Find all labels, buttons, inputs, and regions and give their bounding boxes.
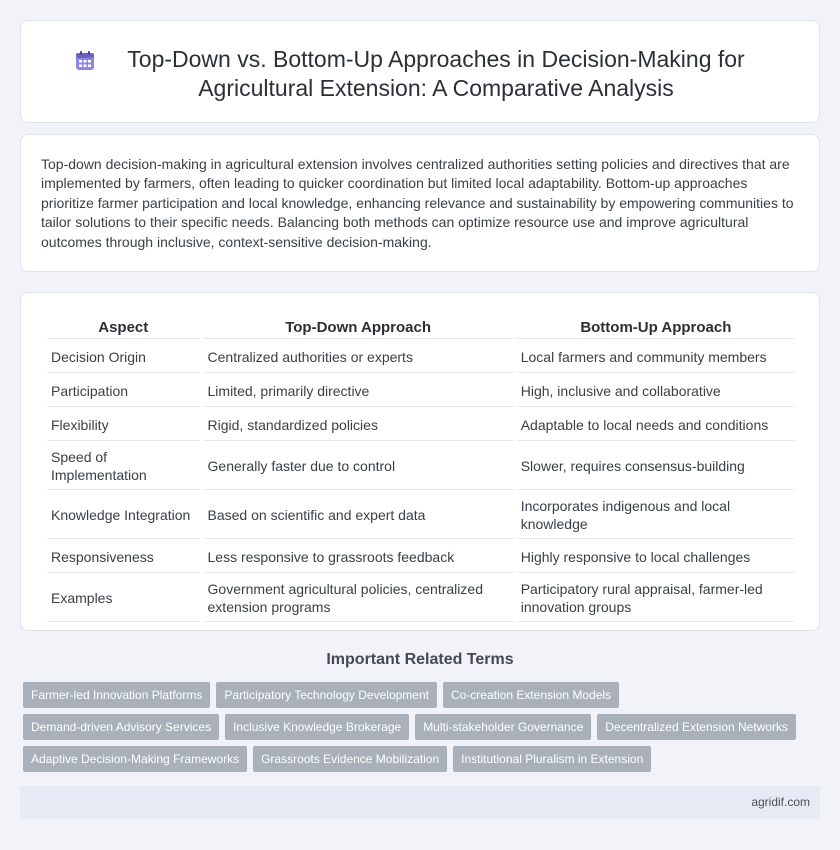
header-top-down: Top-Down Approach bbox=[204, 313, 513, 339]
cell-bottom-up: Participatory rural appraisal, farmer-led innovation groups bbox=[517, 575, 795, 622]
cell-top-down: Based on scientific and expert data bbox=[204, 492, 513, 539]
header-bottom-up: Bottom-Up Approach bbox=[517, 313, 795, 339]
table-row bbox=[47, 375, 795, 407]
comparison-table-card bbox=[20, 292, 820, 631]
table-row bbox=[47, 341, 795, 373]
cell-bottom-up: Highly responsive to local challenges bbox=[517, 541, 795, 573]
title-card bbox=[20, 20, 820, 123]
cell-top-down: Centralized authorities or experts bbox=[204, 341, 513, 373]
title-row bbox=[21, 21, 819, 103]
related-term-tag[interactable]: Participatory Technology Development bbox=[216, 682, 437, 708]
footer bbox=[20, 786, 820, 819]
cell-aspect: Decision Origin bbox=[47, 341, 200, 373]
header-aspect: Aspect bbox=[47, 313, 200, 339]
cell-top-down: Rigid, standardized policies bbox=[204, 409, 513, 441]
related-term-tag[interactable]: Multi-stakeholder Governance bbox=[415, 714, 591, 740]
cell-bottom-up: Slower, requires consensus-building bbox=[517, 443, 795, 490]
cell-bottom-up: Adaptable to local needs and conditions bbox=[517, 409, 795, 441]
table-row bbox=[47, 492, 795, 539]
cell-aspect: Examples bbox=[47, 575, 200, 622]
table-row bbox=[47, 443, 795, 490]
table-row bbox=[47, 409, 795, 441]
related-term-tag[interactable]: Decentralized Extension Networks bbox=[597, 714, 796, 740]
related-term-tag[interactable]: Inclusive Knowledge Brokerage bbox=[225, 714, 409, 740]
table-row bbox=[47, 541, 795, 573]
related-terms-heading: Important Related Terms bbox=[326, 651, 514, 668]
cell-bottom-up: Incorporates indigenous and local knowledge bbox=[517, 492, 795, 539]
related-term-tag[interactable]: Demand-driven Advisory Services bbox=[23, 714, 219, 740]
related-terms-list bbox=[23, 682, 813, 772]
cell-top-down: Limited, primarily directive bbox=[204, 375, 513, 407]
page-title: Top-Down vs. Bottom-Up Approaches in Decision-Making for Agricultural Extension: A Comparative Analysis bbox=[127, 46, 745, 101]
cell-aspect: Responsiveness bbox=[47, 541, 200, 573]
table-header-row bbox=[47, 313, 795, 339]
summary-paragraph: Top-down decision-making in agricultural extension involves centralized authorities setting policies and directives that are implemented by farmers, often leading to quicker coordination but limited local adaptability. Bottom-up approaches prioritize farmer participation and local knowledge, enhancing relevance and sustainability by empowering communities to tailor solutions to their specific needs. Balancing both methods can optimize resource use and improve agricultural outcomes through inclusive, context-sensitive decision-making. bbox=[41, 156, 794, 250]
cell-bottom-up: Local farmers and community members bbox=[517, 341, 795, 373]
table-row bbox=[47, 575, 795, 622]
cell-aspect: Speed of Implementation bbox=[47, 443, 200, 490]
footer-site-link[interactable]: agridif.com bbox=[751, 795, 810, 809]
related-term-tag[interactable]: Adaptive Decision-Making Frameworks bbox=[23, 746, 247, 772]
cell-top-down: Generally faster due to control bbox=[204, 443, 513, 490]
related-term-tag[interactable]: Co-creation Extension Models bbox=[443, 682, 619, 708]
related-term-tag[interactable]: Institutional Pluralism in Extension bbox=[453, 746, 651, 772]
related-term-tag[interactable]: Grassroots Evidence Mobilization bbox=[253, 746, 447, 772]
cell-aspect: Flexibility bbox=[47, 409, 200, 441]
calendar-icon bbox=[74, 50, 96, 72]
related-term-tag[interactable]: Farmer-led Innovation Platforms bbox=[23, 682, 210, 708]
cell-top-down: Government agricultural policies, centralized extension programs bbox=[204, 575, 513, 622]
cell-top-down: Less responsive to grassroots feedback bbox=[204, 541, 513, 573]
cell-bottom-up: High, inclusive and collaborative bbox=[517, 375, 795, 407]
cell-aspect: Participation bbox=[47, 375, 200, 407]
summary-card bbox=[20, 134, 820, 272]
comparison-table bbox=[43, 311, 799, 624]
cell-aspect: Knowledge Integration bbox=[47, 492, 200, 539]
